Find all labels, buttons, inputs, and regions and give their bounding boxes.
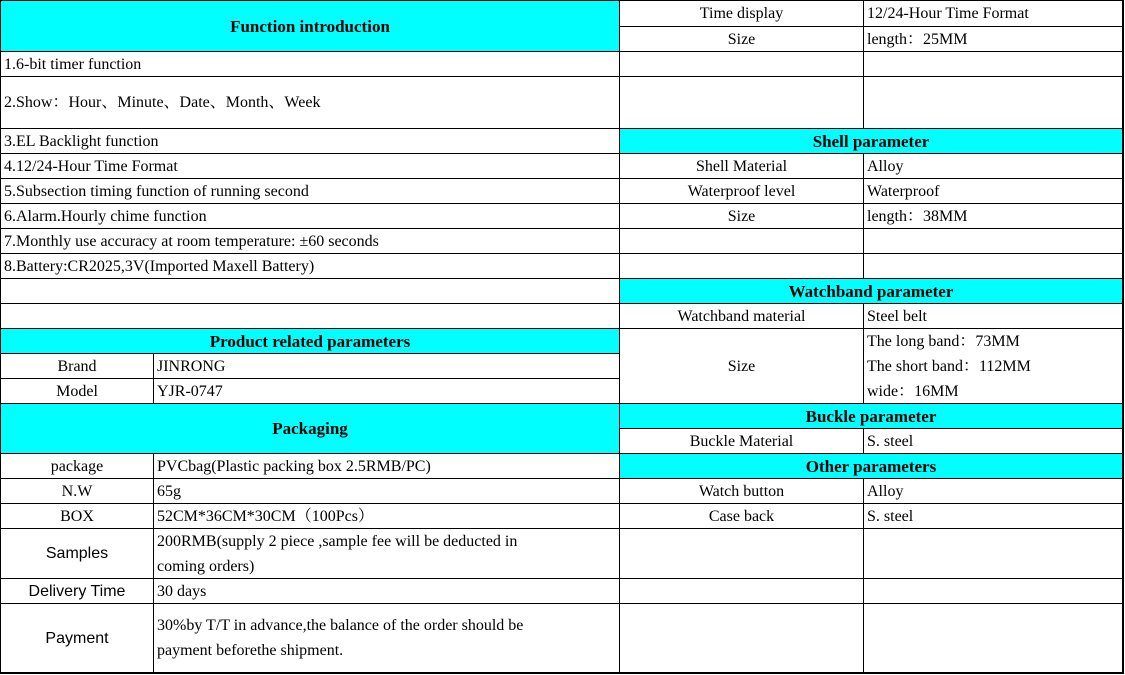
watchband-size-value: [864, 329, 1124, 404]
empty-cell: [864, 254, 1124, 279]
empty-cell: [864, 229, 1124, 254]
empty-row: [0, 304, 620, 329]
empty-cell: [620, 229, 864, 254]
function-item-7: 7.Monthly use accuracy at room temperature: ±60 seconds: [0, 229, 620, 254]
shell-material-label: Shell Material: [620, 154, 864, 179]
watchband-parameter-header: Watchband parameter: [620, 279, 1124, 304]
function-item-8: 8.Battery:CR2025,3V(Imported Maxell Battery): [0, 254, 620, 279]
box-value: 52CM*36CM*30CM（100Pcs）: [154, 504, 620, 529]
box-label: BOX: [0, 504, 154, 529]
watch-button-label: Watch button: [620, 479, 864, 504]
short-band-line: The short band：112MM: [867, 357, 1031, 375]
payment-value: [154, 604, 620, 674]
other-parameters-header: Other parameters: [620, 454, 1124, 479]
empty-cell: [620, 77, 864, 129]
buckle-material-label: Buckle Material: [620, 429, 864, 454]
function-item-4: 4.12/24-Hour Time Format: [0, 154, 620, 179]
empty-cell: [864, 77, 1124, 129]
delivery-time-label: Delivery Time: [0, 579, 154, 604]
empty-cell: [864, 604, 1124, 674]
net-weight-value: 65g: [154, 479, 620, 504]
empty-cell: [864, 52, 1124, 77]
package-label: package: [0, 454, 154, 479]
waterproof-level-value: Waterproof: [864, 179, 1124, 204]
function-introduction-header: Function introduction: [0, 0, 620, 52]
samples-value: [154, 529, 620, 579]
size-label: Size: [620, 27, 864, 52]
empty-cell: [620, 604, 864, 674]
function-item-2: 2.Show：Hour、Minute、Date、Month、Week: [0, 77, 620, 129]
case-back-label: Case back: [620, 504, 864, 529]
model-label: Model: [0, 379, 154, 404]
empty-cell: [620, 254, 864, 279]
empty-cell: [864, 529, 1124, 579]
watch-button-value: Alloy: [864, 479, 1124, 504]
buckle-parameter-header: Buckle parameter: [620, 404, 1124, 429]
case-back-value: S. steel: [864, 504, 1124, 529]
size-value: length：25MM: [864, 27, 1124, 52]
watchband-size-label: Size: [620, 329, 864, 404]
empty-cell: [620, 52, 864, 77]
model-value: YJR-0747: [154, 379, 620, 404]
net-weight-label: N.W: [0, 479, 154, 504]
payment-label: Payment: [0, 604, 154, 674]
function-item-1: 1.6-bit timer function: [0, 52, 620, 77]
payment-line-2: payment beforethe shipment.: [157, 642, 344, 659]
samples-label: Samples: [0, 529, 154, 579]
packaging-header: Packaging: [0, 404, 620, 454]
function-item-3: 3.EL Backlight function: [0, 129, 620, 154]
band-width-line: wide：16MM: [867, 382, 959, 400]
empty-row: [0, 279, 620, 304]
payment-line-1: 30%by T/T in advance,the balance of the order should be: [157, 617, 524, 634]
samples-line-1: 200RMB(supply 2 piece ,sample fee will be deducted in: [157, 532, 518, 550]
shell-size-value: length：38MM: [864, 204, 1124, 229]
brand-label: Brand: [0, 354, 154, 379]
function-item-6: 6.Alarm.Hourly chime function: [0, 204, 620, 229]
watchband-material-label: Watchband material: [620, 304, 864, 329]
function-item-5: 5.Subsection timing function of running second: [0, 179, 620, 204]
samples-line-2: coming orders): [157, 557, 255, 575]
empty-cell: [620, 529, 864, 579]
waterproof-level-label: Waterproof level: [620, 179, 864, 204]
product-parameters-header: Product related parameters: [0, 329, 620, 354]
watchband-material-value: Steel belt: [864, 304, 1124, 329]
time-display-value: 12/24-Hour Time Format: [864, 0, 1124, 27]
empty-cell: [864, 579, 1124, 604]
brand-value: JINRONG: [154, 354, 620, 379]
empty-cell: [620, 579, 864, 604]
shell-material-value: Alloy: [864, 154, 1124, 179]
shell-size-label: Size: [620, 204, 864, 229]
shell-parameter-header: Shell parameter: [620, 129, 1124, 154]
long-band-line: The long band：73MM: [867, 332, 1020, 350]
time-display-label: Time display: [620, 0, 864, 27]
delivery-time-value: 30 days: [154, 579, 620, 604]
buckle-material-value: S. steel: [864, 429, 1124, 454]
package-value: PVCbag(Plastic packing box 2.5RMB/PC): [154, 454, 620, 479]
